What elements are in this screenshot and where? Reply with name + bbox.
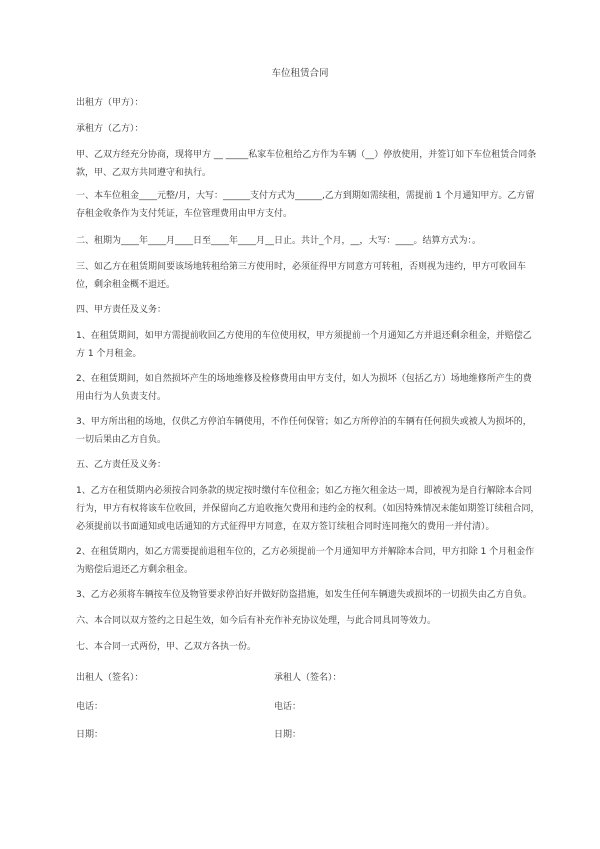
lessor-phone-label: 电话： xyxy=(76,702,104,712)
lessor-party-line: 出租方（甲方）： xyxy=(76,98,144,108)
lessee-signature-label: 承租人（签名）： xyxy=(274,673,342,683)
lessor-signature-label: 出租人（签名）： xyxy=(76,673,144,683)
lessor-date-label: 日期： xyxy=(76,730,104,740)
clause-2-term: 二、租期为____年____月____日至____年____月__日止。共计_个月，__，大写：____。结算方式为：。 xyxy=(76,236,482,246)
clause-1-rent: 一、本车位租金____元整/月，大写：______支付方式为______,乙方到期如需续租，需提前 1 个月通知甲方。乙方留存租金收条作为支付凭证，车位管理费用由甲方支付。 xyxy=(76,191,535,219)
clause-4-3: 3、甲方所出租的场地，仅供乙方停泊车辆使用，不作任何保管；如乙方所停泊的车辆有任何损失或被人为损坏的，一切后果由乙方自负。 xyxy=(76,417,532,445)
clause-5-1: 1、乙方在租赁期内必须按合同条款的规定按时缴付车位租金；如乙方拖欠租金达一周，即被视为是自行解除本合同行为，甲方有权将该车位收回，并保留向乙方追收拖欠费用和违约金的权利。（如因特殊情况未能如期签订续租合同，必须提前以书面通知或电话通知的方式征得甲方同意，在双方签订续租合同时连同拖欠的费用一并付清）。 xyxy=(76,486,540,532)
section-4-heading: 四、甲方责任及义务： xyxy=(76,305,167,315)
preamble-paragraph: 甲、乙双方经充分协商，现将甲方 __ _____私家车位租给乙方作为车辆（__）停放使用，并签订如下车位租赁合同条款，甲、乙双方共同遵守和执行。 xyxy=(76,150,537,178)
lessee-date-label: 日期： xyxy=(274,730,302,740)
lessee-phone-label: 电话： xyxy=(274,702,302,712)
clause-3-sublease: 三、如乙方在租赁期间要该场地转租给第三方使用时，必须征得甲方同意方可转租，否则视为违约，甲方可收回车位，剩余租金概不退还。 xyxy=(76,262,527,290)
section-5-heading: 五、乙方责任及义务： xyxy=(76,460,167,470)
clause-5-2: 2、在租赁期内，如乙方需要提前退租车位的，乙方必须提前一个月通知甲方并解除本合同，甲方扣除 1 个月租金作为赔偿后退还乙方剩余租金。 xyxy=(76,547,535,575)
lessee-party-line: 承租方（乙方）： xyxy=(76,124,144,134)
clause-4-2: 2、在租赁期间，如自然损坏产生的场地维修及检修费用由甲方支付，如人为损坏（包括乙方）场地维修所产生的费用由行为人负责支付。 xyxy=(76,374,532,402)
clause-4-1: 1、在租赁期间，如甲方需提前收回乙方使用的车位使用权，甲方须提前一个月通知乙方并退还剩余租金，并赔偿乙方 1 个月租金。 xyxy=(76,331,532,359)
document-title: 车位租赁合同 xyxy=(271,68,329,79)
clause-5-3: 3、乙方必须将车辆按车位及物管要求停泊好并做好防盗措施，如发生任何车辆遗失或损坏的一切损失由乙方自负。 xyxy=(76,590,532,600)
clause-6-effective: 六、本合同以双方签约之日起生效，如今后有补充作补充协议处理，与此合同具同等效力。 xyxy=(76,616,437,626)
clause-7-copies: 七、本合同一式两份，甲、乙双方各执一份。 xyxy=(76,642,257,652)
